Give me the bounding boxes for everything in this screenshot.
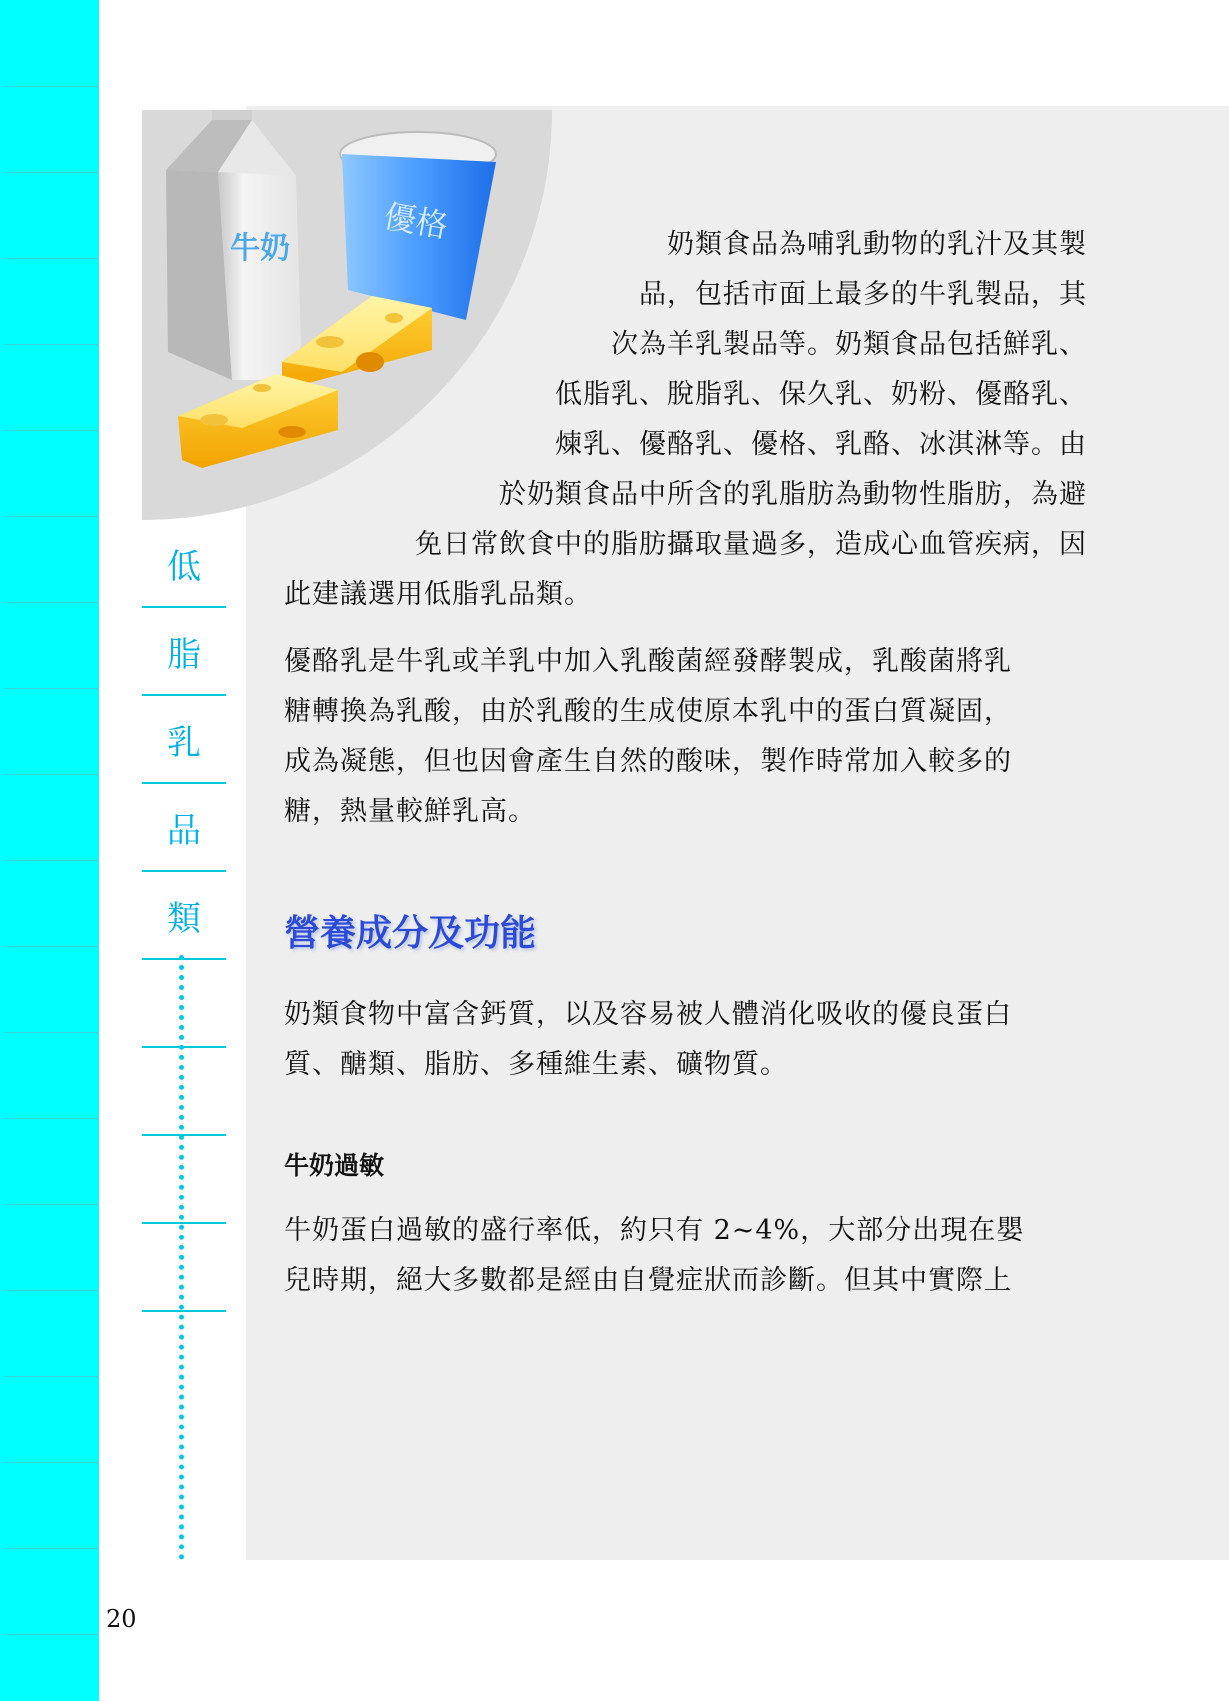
yogurt-para-line: 優酪乳是牛乳或羊乳中加入乳酸菌經發酵製成，乳酸菌將乳: [284, 646, 1012, 677]
yogurt-para-line: 糖轉換為乳酸，由於乳酸的生成使原本乳中的蛋白質凝固，: [284, 696, 1012, 727]
page-number: 20: [106, 1605, 137, 1633]
section-heading: 營養成分及功能: [284, 913, 537, 954]
intro-line: 低脂乳、脫脂乳、保久乳、奶粉、優酪乳、: [555, 379, 1087, 410]
intro-line: 次為羊乳製品等。奶類食品包括鮮乳、: [611, 329, 1087, 360]
intro-line: 於奶類食品中所含的乳脂肪為動物性脂肪，為避: [499, 479, 1087, 510]
nutrition-line: 質、醣類、脂肪、多種維生素、礦物質。: [284, 1049, 788, 1080]
intro-line: 品，包括市面上最多的牛乳製品，其: [639, 279, 1087, 310]
vertical-title-char: 脂: [142, 608, 226, 696]
allergy-line: 牛奶蛋白過敏的盛行率低，約只有 2~4%，大部分出現在嬰: [284, 1215, 1025, 1246]
yogurt-label: 優格: [381, 196, 451, 246]
section-vertical-title: [142, 520, 226, 1312]
subsection-heading: 牛奶過敏: [284, 1151, 385, 1180]
side-tab-strip: [0, 0, 99, 1701]
vertical-title-char: 類: [142, 872, 226, 960]
vertical-title-char: 品: [142, 784, 226, 872]
nutrition-line: 奶類食物中富含鈣質，以及容易被人體消化吸收的優良蛋白: [284, 999, 1012, 1030]
yogurt-para-line: 成為凝態，但也因會產生自然的酸味，製作時常加入較多的: [284, 746, 1012, 777]
intro-line: 此建議選用低脂乳品類。: [284, 579, 592, 610]
milk-label: 牛奶: [230, 231, 290, 266]
yogurt-para-line: 糖，熱量較鮮乳高。: [284, 796, 536, 827]
dairy-illustration: [142, 110, 562, 530]
intro-line: 免日常飲食中的脂肪攝取量過多，造成心血管疾病，因: [415, 529, 1087, 560]
intro-line: 煉乳、優酪乳、優格、乳酪、冰淇淋等。由: [555, 429, 1087, 460]
vertical-title-char: 乳: [142, 696, 226, 784]
vertical-title-char: 低: [142, 520, 226, 608]
intro-line: 奶類食品為哺乳動物的乳汁及其製: [667, 229, 1087, 260]
dotted-divider: [179, 955, 184, 1560]
allergy-line: 兒時期，絕大多數都是經由自覺症狀而診斷。但其中實際上: [284, 1265, 1012, 1296]
